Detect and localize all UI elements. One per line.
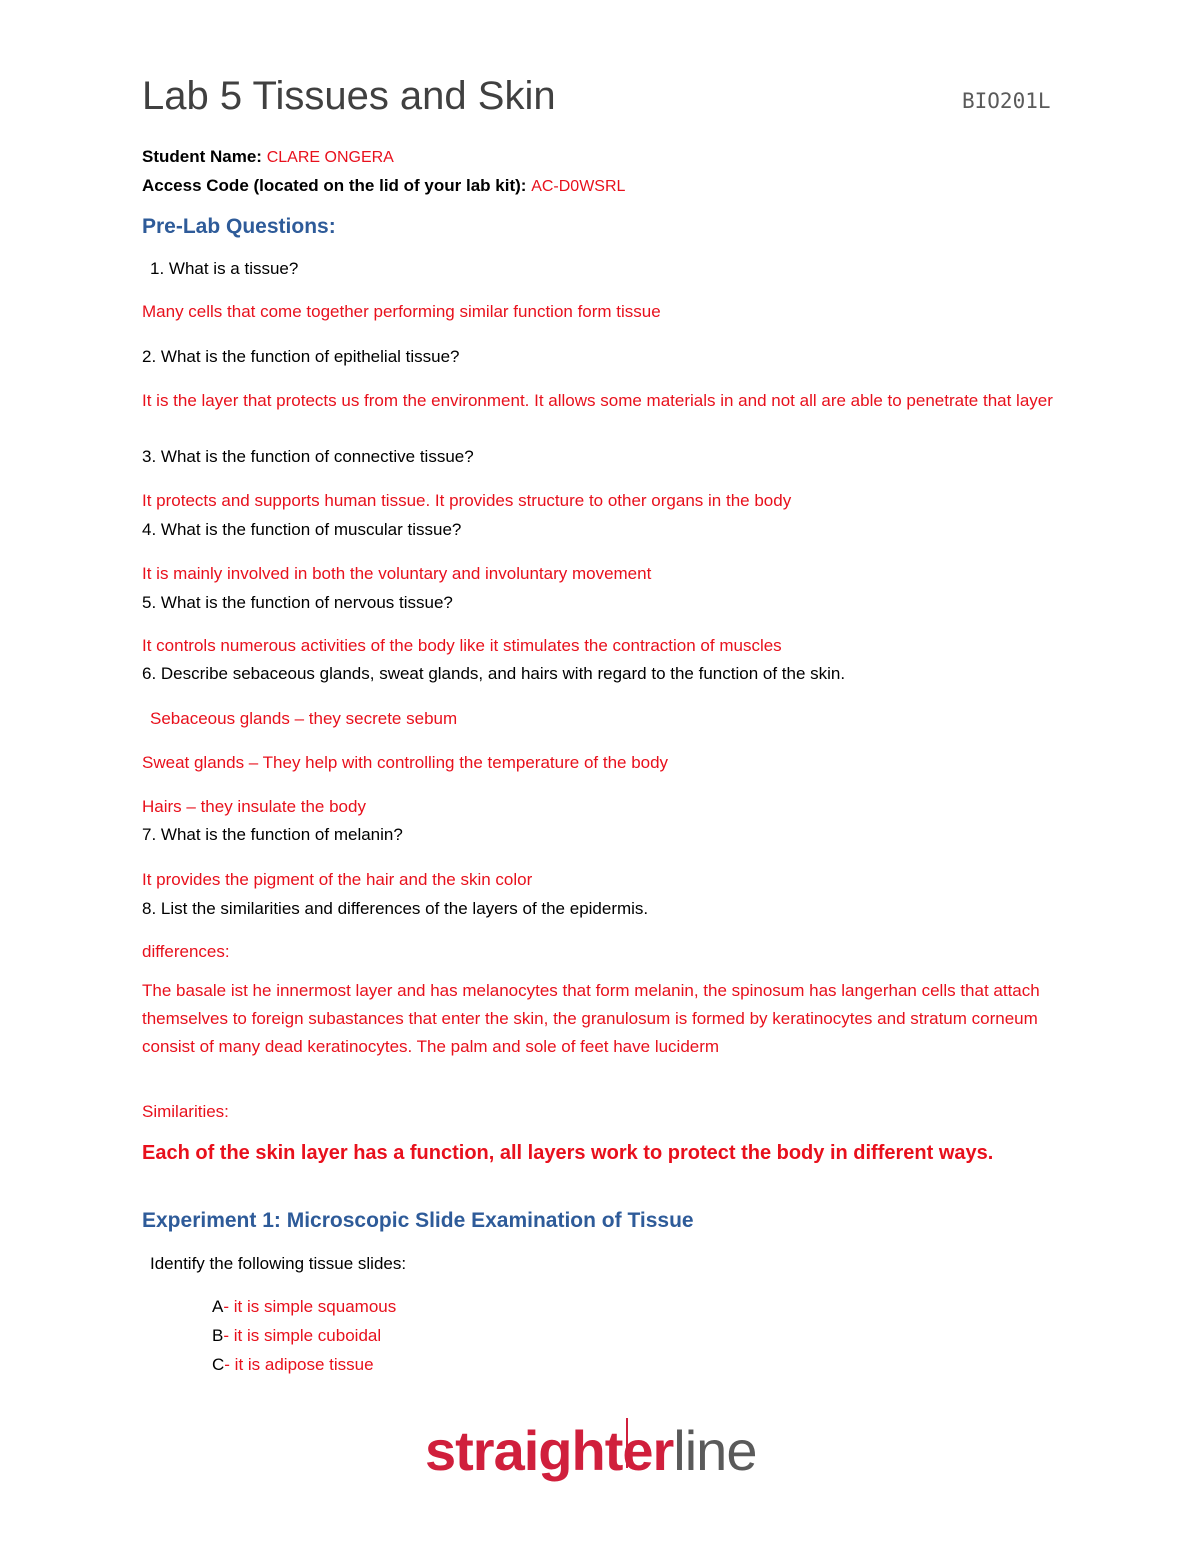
answer-1: Many cells that come together performing similar function form tissue — [142, 302, 661, 321]
answer-8-differences: The basale ist he innermost layer and has melanocytes that form melanin, the spinosum has langerhan cells that attach themselves to foreign subastances that enter the skin, the granulosum is formed by keratinocytes and stratum corneum consist of many dead keratinocytes. The palm and sole of feet have luciderm — [142, 981, 1040, 1056]
answer-5: It controls numerous activities of the body like it stimulates the contraction of muscles — [142, 636, 782, 655]
page-title: Lab 5 Tissues and Skin — [142, 74, 556, 118]
slide-label: C — [212, 1355, 225, 1374]
student-name-label: Student Name: — [142, 147, 262, 166]
slide-answer: - it is simple squamous — [223, 1297, 397, 1316]
access-code-line — [142, 175, 625, 198]
access-code-value: AC-D0WSRL — [531, 178, 626, 195]
differences-label: differences: — [142, 942, 230, 961]
straighterline-logo — [425, 1416, 756, 1486]
answer-3: It protects and supports human tissue. It provides structure to other organs in the body — [142, 491, 792, 510]
logo-light-text: line — [673, 1419, 757, 1482]
question-2: 2. What is the function of epithelial tissue? — [142, 347, 460, 366]
answer-6-hairs: Hairs – they insulate the body — [142, 797, 366, 816]
slide-answer-a — [212, 1296, 396, 1318]
student-name-value: CLARE ONGERA — [266, 149, 394, 166]
experiment-1-heading: Experiment 1: Microscopic Slide Examination of Tissue — [142, 1209, 694, 1232]
slide-answer: - it is simple cuboidal — [223, 1326, 382, 1345]
access-code-label: Access Code (located on the lid of your lab kit): — [142, 176, 527, 195]
answer-4: It is mainly involved in both the voluntary and involuntary movement — [142, 564, 652, 583]
slide-answer-c — [212, 1354, 374, 1376]
slide-label: B — [212, 1326, 224, 1345]
slide-answer-b — [212, 1325, 381, 1347]
course-code: BIO201L — [962, 89, 1051, 113]
question-1: 1. What is a tissue? — [150, 259, 299, 278]
question-7: 7. What is the function of melanin? — [142, 825, 403, 844]
slide-answer: - it is adipose tissue — [224, 1355, 374, 1374]
answer-2: It is the layer that protects us from the environment. It allows some materials in and not all are able to penetrate that layer — [142, 391, 1053, 410]
question-4: 4. What is the function of muscular tissue? — [142, 520, 462, 539]
question-5: 5. What is the function of nervous tissue? — [142, 593, 453, 612]
answer-7: It provides the pigment of the hair and the skin color — [142, 870, 533, 889]
answer-6-sebaceous: Sebaceous glands – they secrete sebum — [150, 709, 458, 728]
similarities-label: Similarities: — [142, 1102, 229, 1121]
answer-6-sweat: Sweat glands – They help with controlling the temperature of the body — [142, 753, 669, 772]
prelab-heading: Pre-Lab Questions: — [142, 215, 336, 238]
question-8: 8. List the similarities and differences of the layers of the epidermis. — [142, 899, 649, 918]
experiment-1-instruction: Identify the following tissue slides: — [150, 1254, 407, 1273]
logo-strong-text: straighter — [425, 1419, 674, 1482]
student-name-line — [142, 146, 394, 169]
question-6: 6. Describe sebaceous glands, sweat glands, and hairs with regard to the function of the skin. — [142, 664, 846, 683]
slide-label: A — [212, 1297, 224, 1316]
answer-8-similarities: Each of the skin layer has a function, all layers work to protect the body in different ways. — [142, 1142, 994, 1164]
question-3: 3. What is the function of connective tissue? — [142, 447, 474, 466]
